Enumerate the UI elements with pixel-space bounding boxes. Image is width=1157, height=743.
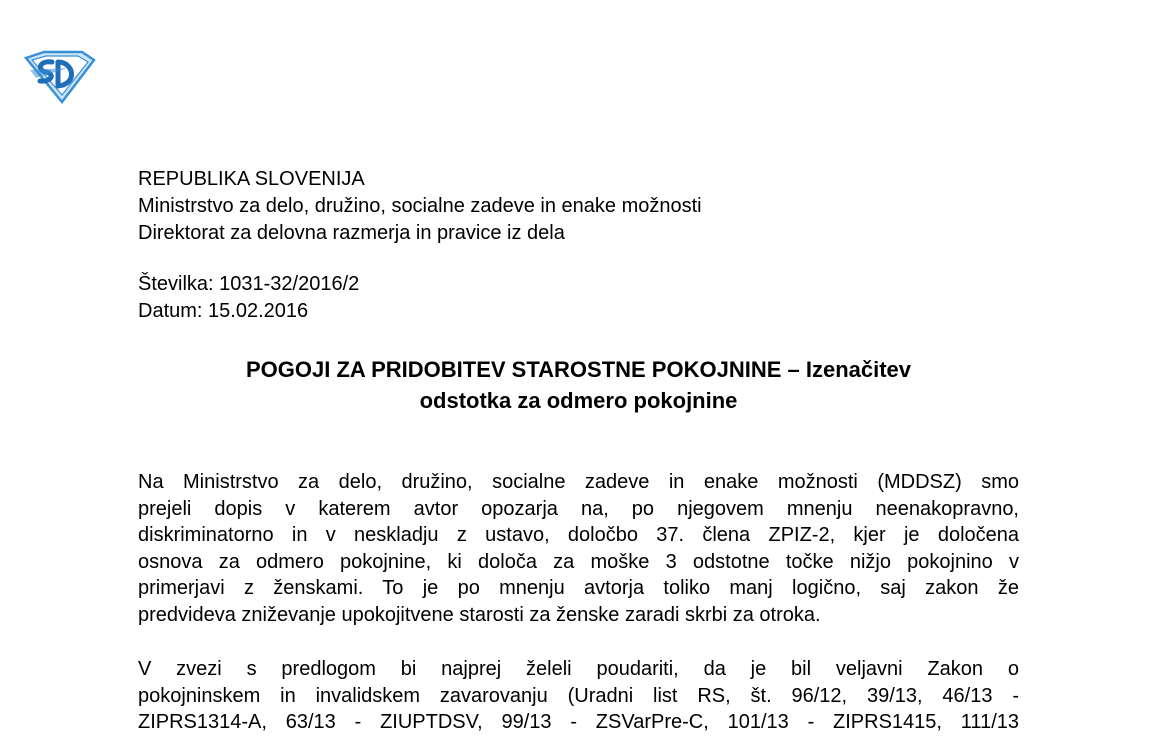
paragraph-1-line: Na Ministrstvo za delo, družino, socialne zadeve in enake možnosti (MDDSZ) smo [138,471,1019,493]
document-date: Datum: 15.02.2016 [138,300,309,322]
document-title [138,354,1019,416]
header-directorate: Direktorat za delovna razmerja in pravice iz dela [138,222,565,244]
paragraph-1-line: predvideva zniževanje upokojitvene starosti za ženske zaradi skrbi za otroka. [138,603,821,626]
paragraph-1-line: diskriminatorno in v neskladju z ustavo, določbo 37. člena ZPIZ-2, kjer je določena [138,524,1019,547]
sd-logo-icon [22,48,96,104]
paragraph-1-line: prejeli dopis v katerem avtor opozarja na, po njegovem mnenju neenakopravno, [138,497,1019,520]
paragraph-1-line: osnova za odmero pokojnine, ki določa za moške 3 odstotne točke nižjo pokojnino v [138,550,1019,573]
paragraph-2-line: ZIPRS1314-A, 63/13 - ZIUPTDSV, 99/13 - ZSVarPre-C, 101/13 - ZIPRS1415, 111/13 [138,711,1019,734]
paragraph-1 [138,469,1019,629]
title-line-1: POGOJI ZA PRIDOBITEV STAROSTNE POKOJNINE – Izenačitev [245,357,912,382]
document-meta [138,271,359,325]
header-ministry: Ministrstvo za delo, družino, socialne zadeve in enake možnosti [138,195,702,217]
paragraph-2-line: V zvezi s predlogom bi najprej želeli poudariti, da je bil veljavni Zakon o [138,658,1019,680]
title-line-2: odstotka za odmero pokojnine [419,388,738,413]
paragraph-1-line: primerjavi z ženskami. To je po mnenju avtorja toliko manj logično, saj zakon že [138,577,1019,600]
issuer-header [138,166,702,247]
header-country: REPUBLIKA SLOVENIJA [138,168,365,190]
paragraph-2 [138,656,1019,736]
paragraph-2-line: pokojninskem in invalidskem zavarovanju (Uradni list RS, št. 96/12, 39/13, 46/13 - [138,684,1019,707]
document-number: Številka: 1031-32/2016/2 [138,273,360,295]
